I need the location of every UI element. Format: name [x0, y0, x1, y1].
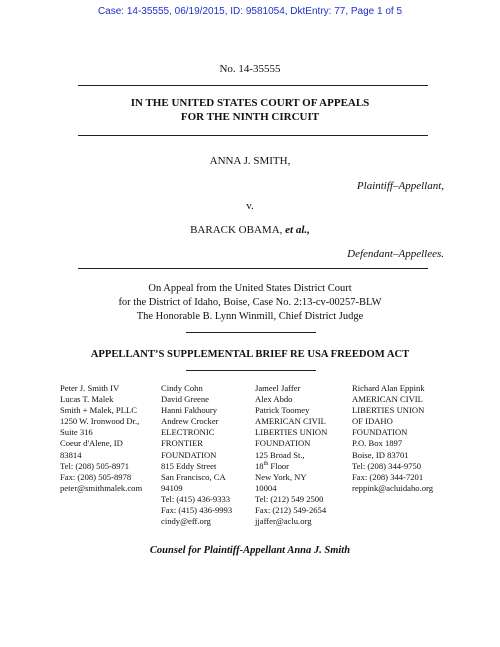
counsel-line: New York, NY: [255, 471, 307, 482]
plaintiff-role: Plaintiff–Appellant,: [356, 180, 444, 192]
appeal-line-1: On Appeal from the United States District Court: [148, 283, 352, 294]
counsel-email[interactable]: peter@smithmalek.com: [60, 482, 143, 493]
brief-title: APPELLANT’S SUPPLEMENTAL BRIEF RE USA FREEDOM ACT: [90, 349, 410, 360]
counsel-line: OF IDAHO: [352, 416, 393, 427]
counsel-line: Tel: (208) 505-8971: [60, 460, 130, 471]
counsel-line: Smith + Malek, PLLC: [60, 405, 137, 416]
counsel-line: LIBERTIES UNION: [352, 405, 425, 416]
counsel-line: Richard Alan Eppink: [352, 383, 425, 393]
counsel-line: Tel: (208) 344-9750: [352, 460, 422, 471]
counsel-line: Andrew Crocker: [161, 416, 219, 427]
case-number: No. 14-35555: [219, 63, 281, 75]
floor-number: 18: [255, 460, 264, 471]
counsel-line: FOUNDATION: [255, 438, 311, 449]
counsel-floor-line: [255, 461, 352, 472]
counsel-column-2: [161, 383, 255, 527]
counsel-line: Peter J. Smith IV: [60, 383, 120, 393]
counsel-line: 125 Broad St.,: [255, 449, 305, 460]
counsel-line: 815 Eddy Street: [161, 460, 217, 471]
counsel-line: 94109: [161, 482, 183, 493]
counsel-line: ELECTRONIC: [161, 427, 215, 438]
counsel-line: Tel: (415) 436-9333: [161, 493, 231, 504]
counsel-line: Hanni Fakhoury: [161, 405, 218, 416]
counsel-line: Coeur d'Alene, ID: [60, 438, 123, 449]
counsel-line: Fax: (212) 549-2654: [255, 505, 327, 516]
defendant-name: [0, 224, 500, 237]
counsel-line: Patrick Toomey: [255, 405, 310, 416]
appeal-rule: [186, 332, 316, 333]
defendant-name-text: BARACK OBAMA,: [190, 224, 283, 236]
counsel-line: FRONTIER: [161, 438, 204, 449]
floor-suffix: th: [263, 460, 269, 467]
top-rule: [78, 85, 428, 86]
counsel-line: FOUNDATION: [352, 427, 408, 438]
counsel-line: San Francisco, CA: [161, 471, 226, 482]
counsel-line: Fax: (415) 436-9993: [161, 505, 233, 516]
counsel-email[interactable]: jjaffer@aclu.org: [255, 516, 312, 527]
appeal-line-3: The Honorable B. Lynn Winmill, Chief District Judge: [136, 311, 364, 322]
counsel-email[interactable]: reppink@acluidaho.org: [352, 482, 434, 493]
counsel-line: Alex Abdo: [255, 394, 293, 405]
counsel-line: Boise, ID 83701: [352, 449, 409, 460]
counsel-line: AMERICAN CIVIL: [255, 416, 326, 427]
plaintiff-name: ANNA J. SMITH,: [209, 155, 291, 167]
title-rule: [186, 370, 316, 371]
court-rule: [78, 135, 428, 136]
counsel-line: Suite 316: [60, 427, 93, 438]
counsel-line: David Greene: [161, 394, 209, 405]
counsel-column-1: [60, 383, 161, 527]
counsel-line: P.O. Box 1897: [352, 438, 403, 449]
counsel-line: Fax: (208) 505-8978: [60, 471, 132, 482]
counsel-email[interactable]: cindy@eff.org: [161, 516, 211, 527]
counsel-block: [60, 383, 460, 527]
court-line-1: IN THE UNITED STATES COURT OF APPEALS: [130, 97, 370, 109]
parties-rule: [78, 268, 428, 269]
counsel-line: 83814: [60, 449, 82, 460]
counsel-line: FOUNDATION: [161, 449, 217, 460]
counsel-line: 1250 W. Ironwood Dr.,: [60, 416, 140, 427]
counsel-line: Lucas T. Malek: [60, 394, 114, 405]
appeal-line-2: for the District of Idaho, Boise, Case No. 2:13-cv-00257-BLW: [118, 297, 382, 308]
counsel-line: Cindy Cohn: [161, 383, 203, 393]
counsel-line: Jameel Jaffer: [255, 383, 301, 393]
versus: v.: [246, 200, 254, 212]
counsel-line: 10004: [255, 482, 277, 493]
court-line-2: FOR THE NINTH CIRCUIT: [180, 111, 320, 123]
defendant-et-al: et al.,: [285, 224, 310, 236]
counsel-line: Tel: (212) 549 2500: [255, 493, 324, 504]
defendant-role: Defendant–Appellees.: [347, 248, 444, 260]
floor-word: Floor: [268, 460, 290, 471]
counsel-column-3: [255, 383, 352, 527]
counsel-for: Counsel for Plaintiff-Appellant Anna J. Smith: [149, 545, 351, 556]
docket-header: Case: 14-35555, 06/19/2015, ID: 9581054, DktEntry: 77, Page 1 of 5: [97, 6, 403, 17]
counsel-column-4: [352, 383, 460, 527]
counsel-line: LIBERTIES UNION: [255, 427, 328, 438]
counsel-line: AMERICAN CIVIL: [352, 394, 423, 405]
counsel-line: Fax: (208) 344-7201: [352, 471, 424, 482]
